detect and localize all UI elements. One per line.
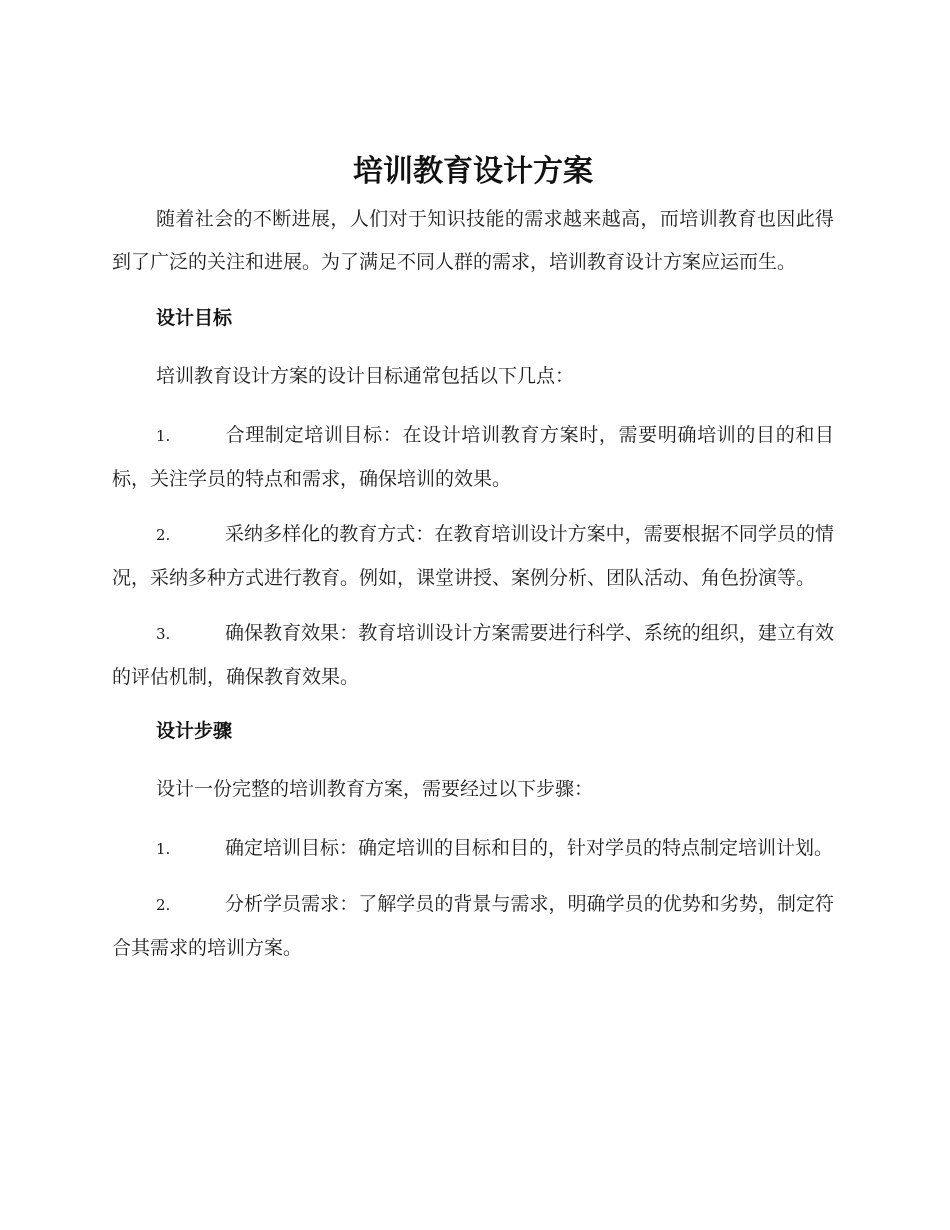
list-item-text: 分析学员需求：了解学员的背景与需求，明确学员的优势和劣势，制定符合其需求的培训方案。 (112, 893, 834, 959)
section-design-goals (112, 298, 834, 699)
list-item-number: 3. (156, 625, 171, 643)
list-item-number: 2. (156, 896, 171, 914)
list-item (112, 513, 834, 600)
list-item-text: 确定培训目标：确定培训的目标和目的，针对学员的特点制定培训计划。 (225, 837, 834, 859)
list-item (112, 827, 834, 871)
document-page (112, 150, 834, 982)
section-heading: 设计步骤 (156, 720, 233, 742)
section-lead: 培训教育设计方案的设计目标通常包括以下几点： (156, 365, 575, 387)
list-item (112, 612, 834, 699)
list-item-number: 1. (156, 427, 171, 445)
section-lead: 设计一份完整的培训教育方案，需要经过以下步骤： (156, 778, 594, 800)
list-item-number: 2. (156, 526, 171, 544)
intro-paragraph: 随着社会的不断进展，人们对于知识技能的需求越来越高，而培训教育也因此得到了广泛的关注和进展。为了满足不同人群的需求，培训教育设计方案应运而生。 (112, 208, 834, 273)
list-item (112, 414, 834, 501)
list-item (112, 883, 834, 970)
list-item-text: 确保教育效果：教育培训设计方案需要进行科学、系统的组织，建立有效的评估机制，确保教育效果。 (112, 622, 834, 688)
list-item-number: 1. (156, 840, 171, 858)
list-item-text: 合理制定培训目标：在设计培训教育方案时，需要明确培训的目的和目标，关注学员的特点和需求，确保培训的效果。 (112, 424, 834, 490)
section-heading: 设计目标 (156, 307, 233, 329)
list-item-text: 采纳多样化的教育方式：在教育培训设计方案中，需要根据不同学员的情况，采纳多种方式进行教育。例如，课堂讲授、案例分析、团队活动、角色扮演等。 (112, 523, 834, 589)
document-title: 培训教育设计方案 (353, 154, 593, 189)
section-design-steps (112, 711, 834, 970)
